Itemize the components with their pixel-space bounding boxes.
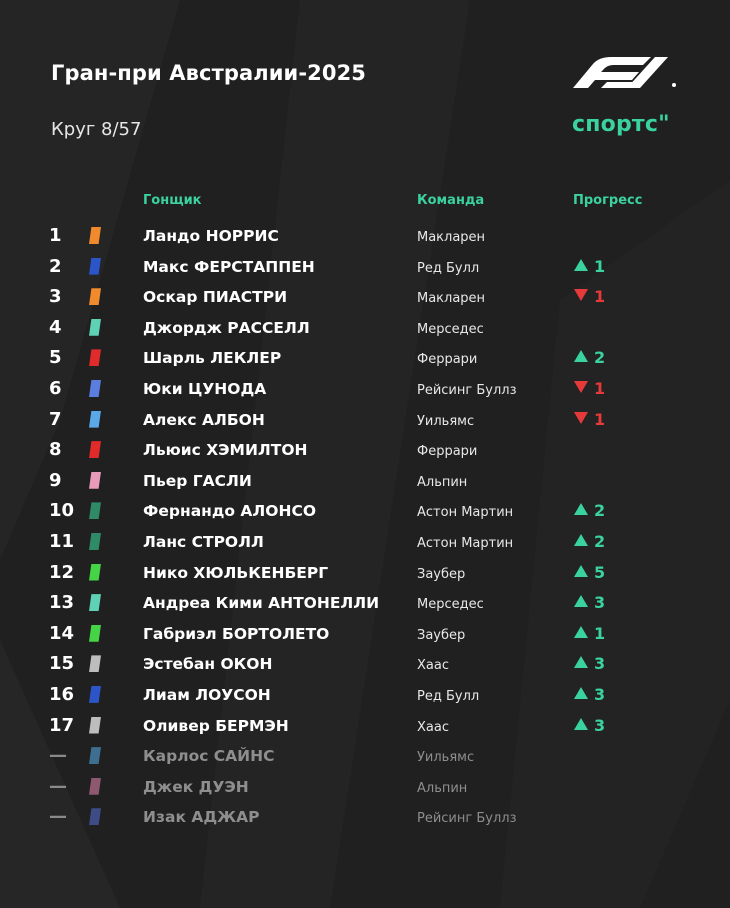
driver-name: Пьер ГАСЛИ: [143, 471, 252, 490]
team-color-flag-icon: [89, 502, 101, 519]
driver-name: Нико ХЮЛЬКЕНБЕРГ: [143, 563, 329, 582]
position: 1: [49, 225, 62, 246]
position: 10: [49, 500, 75, 522]
team-color-flag-icon: [89, 778, 101, 795]
position: 4: [49, 316, 62, 338]
driver-name: Шарль ЛЕКЛЕР: [143, 349, 282, 368]
progress-value: 3: [594, 684, 606, 704]
team-name: Альпин: [417, 780, 468, 796]
table-row: [0, 557, 730, 588]
position: 12: [49, 561, 75, 583]
lap-counter: Круг 8/57: [51, 119, 142, 140]
driver-name: Макс ФЕРСТАППЕН: [143, 257, 315, 276]
page-title: Гран-при Австралии-2025: [51, 61, 367, 85]
arrow-icon: [574, 656, 588, 668]
table-row: [0, 465, 730, 496]
table-row: [0, 220, 730, 251]
progress-value: 2: [594, 501, 606, 521]
team-color-flag-icon: [89, 472, 101, 489]
progress-value: 1: [594, 623, 606, 643]
progress-value: 2: [594, 531, 606, 551]
position: —: [49, 775, 67, 797]
driver-name: Юки ЦУНОДА: [143, 379, 267, 398]
progress-value: 3: [594, 715, 606, 735]
team-name: Уильямс: [417, 413, 475, 429]
team-name: Альпин: [417, 474, 468, 490]
progress-indicator: [574, 257, 605, 276]
team-name: Мерседес: [417, 321, 484, 337]
arrow-icon: [574, 565, 588, 577]
table-row: [0, 679, 730, 710]
team-color-flag-icon: [89, 319, 101, 336]
progress-indicator: [574, 563, 605, 582]
position: 15: [49, 653, 75, 675]
team-color-flag-icon: [89, 808, 101, 825]
position: 14: [49, 622, 75, 644]
team-name: Хаас: [417, 658, 449, 674]
team-color-flag-icon: [89, 625, 101, 642]
position: —: [49, 745, 67, 767]
driver-name: Ланс СТРОЛЛ: [143, 532, 264, 551]
column-header-progress: Прогресс: [573, 193, 643, 208]
table-row: [0, 404, 730, 435]
driver-name: Алекс АЛБОН: [143, 410, 265, 429]
position: —: [49, 806, 67, 828]
team-color-flag-icon: [89, 349, 101, 366]
table-row: [0, 434, 730, 465]
arrow-icon: [574, 503, 588, 515]
driver-name: Ландо НОРРИС: [143, 227, 279, 245]
driver-name: Изак АДЖАР: [143, 808, 260, 827]
position: 3: [49, 286, 62, 308]
team-name: Астон Мартин: [417, 505, 514, 521]
position: 9: [49, 469, 62, 491]
team-color-flag-icon: [89, 380, 101, 397]
progress-indicator: [574, 348, 605, 367]
progress-value: 1: [594, 378, 606, 398]
arrow-icon: [574, 381, 588, 393]
team-name: Хаас: [417, 719, 449, 735]
position: 8: [49, 439, 62, 461]
team-name: Феррари: [417, 352, 478, 368]
position: 17: [49, 714, 75, 736]
sports-logo: спортс": [572, 112, 670, 137]
table-row: [0, 373, 730, 404]
team-color-flag-icon: [89, 288, 101, 305]
team-color-flag-icon: [89, 686, 101, 703]
team-name: Макларен: [417, 291, 486, 307]
team-color-flag-icon: [89, 441, 101, 458]
position: 11: [49, 530, 75, 552]
driver-name: Андреа Кими АНТОНЕЛЛИ: [143, 594, 380, 613]
team-color-flag-icon: [89, 227, 101, 244]
driver-name: Карлос САЙНС: [143, 747, 275, 766]
table-row: [0, 251, 730, 282]
table-row: [0, 740, 730, 771]
progress-indicator: [574, 593, 605, 612]
progress-value: 3: [594, 654, 606, 674]
position: 6: [49, 377, 62, 399]
driver-name: Оскар ПИАСТРИ: [143, 288, 288, 307]
team-color-flag-icon: [89, 533, 101, 550]
arrow-icon: [574, 289, 588, 301]
arrow-icon: [574, 595, 588, 607]
table-row: [0, 710, 730, 741]
table-row: [0, 526, 730, 557]
arrow-icon: [574, 626, 588, 638]
team-name: Уильямс: [417, 750, 475, 766]
progress-value: 1: [594, 287, 606, 307]
progress-value: 1: [594, 409, 606, 429]
team-name: Ред Булл: [417, 688, 480, 704]
team-color-flag-icon: [89, 717, 101, 734]
team-name: Макларен: [417, 230, 486, 245]
progress-indicator: [574, 716, 605, 735]
driver-name: Эстебан ОКОН: [143, 655, 273, 674]
team-name: Заубер: [417, 627, 466, 643]
table-row: [0, 281, 730, 312]
progress-indicator: [574, 532, 605, 551]
driver-name: Джек ДУЭН: [143, 777, 249, 796]
table-row: [0, 587, 730, 618]
progress-indicator: [574, 410, 605, 429]
f1-logo-icon: [571, 56, 681, 88]
arrow-icon: [574, 718, 588, 730]
driver-name: Лиам ЛОУСОН: [143, 685, 271, 704]
progress-indicator: [574, 685, 605, 704]
table-row: [0, 648, 730, 679]
arrow-icon: [574, 534, 588, 546]
team-color-flag-icon: [89, 594, 101, 611]
team-name: Рейсинг Буллз: [417, 382, 517, 398]
progress-indicator: [574, 379, 605, 398]
table-row: [0, 801, 730, 832]
progress-indicator: [574, 501, 605, 520]
team-name: Астон Мартин: [417, 535, 514, 551]
team-name: Рейсинг Буллз: [417, 811, 517, 827]
team-color-flag-icon: [89, 564, 101, 581]
progress-indicator: [574, 654, 605, 673]
progress-indicator: [574, 287, 605, 306]
position: 13: [49, 592, 75, 614]
column-header-driver: Гонщик: [143, 193, 202, 208]
arrow-icon: [574, 259, 588, 271]
table-row: [0, 312, 730, 343]
team-color-flag-icon: [89, 747, 101, 764]
position: 7: [49, 408, 62, 430]
position: 5: [49, 347, 62, 369]
standings-table: [0, 220, 730, 832]
table-row: [0, 618, 730, 649]
progress-value: 5: [594, 562, 606, 582]
team-name: Ред Булл: [417, 260, 480, 276]
driver-name: Оливер БЕРМЭН: [143, 716, 289, 735]
arrow-icon: [574, 412, 588, 424]
progress-value: 2: [594, 348, 606, 368]
team-name: Мерседес: [417, 597, 484, 613]
team-name: Заубер: [417, 566, 466, 582]
arrow-icon: [574, 350, 588, 362]
column-header-team: Команда: [417, 193, 485, 208]
progress-value: 1: [594, 256, 606, 276]
team-color-flag-icon: [89, 258, 101, 275]
team-color-flag-icon: [89, 655, 101, 672]
team-name: Феррари: [417, 444, 478, 460]
table-row: [0, 495, 730, 526]
arrow-icon: [574, 687, 588, 699]
driver-name: Габриэл БОРТОЛЕТО: [143, 624, 330, 643]
progress-value: 3: [594, 593, 606, 613]
table-row: [0, 771, 730, 802]
driver-name: Фернандо АЛОНСО: [143, 502, 316, 521]
driver-name: Джордж РАССЕЛЛ: [143, 318, 310, 337]
table-row: [0, 342, 730, 373]
position: 16: [49, 683, 75, 705]
team-color-flag-icon: [89, 411, 101, 428]
driver-name: Льюис ХЭМИЛТОН: [143, 441, 308, 460]
position: 2: [49, 255, 62, 277]
progress-indicator: [574, 624, 605, 643]
